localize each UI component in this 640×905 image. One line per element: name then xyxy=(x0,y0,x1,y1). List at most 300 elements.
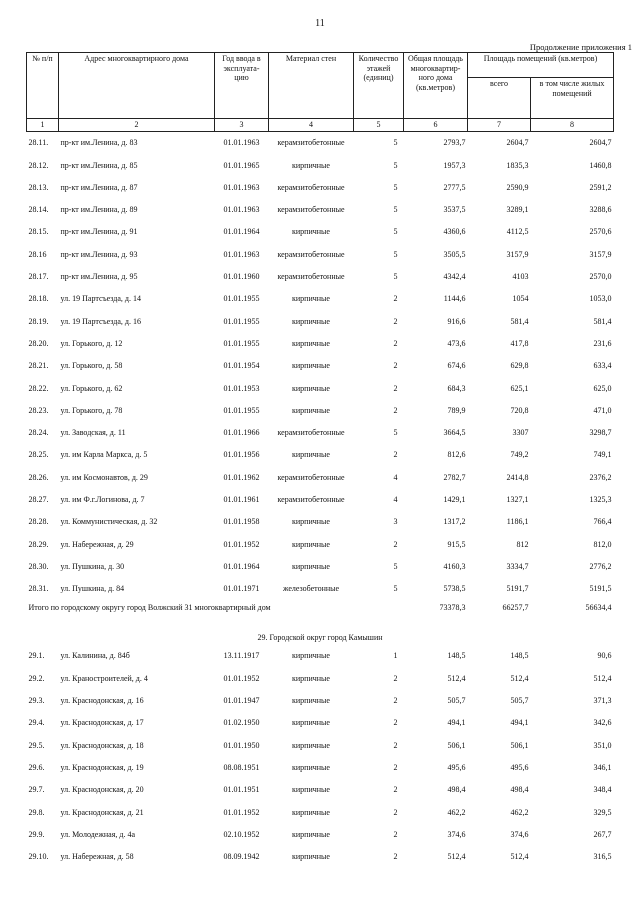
table-row xyxy=(27,689,614,711)
cell-area-all: 505,7 xyxy=(510,696,529,706)
cell-num: 29.6. xyxy=(28,762,45,772)
header-all: всего xyxy=(468,78,531,119)
continuation-note: Продолжение приложения 1 xyxy=(529,42,632,52)
cell-num: 28.11. xyxy=(28,138,49,148)
cell-floors: 2 xyxy=(393,316,398,326)
cell-material: кирпичные xyxy=(292,539,330,549)
cell-num: 28.26. xyxy=(28,472,49,482)
cell-floors: 5 xyxy=(393,227,398,237)
cell-address: ул. Пушкина, д. 84 xyxy=(60,584,125,594)
cell-area-living: 267,7 xyxy=(593,829,612,839)
cell-year: 08.08.1951 xyxy=(223,762,260,772)
cell-floors: 2 xyxy=(393,450,398,460)
cell-address: пр-кт им.Ленина, д. 93 xyxy=(60,249,138,259)
cell-area-living: 371,3 xyxy=(593,696,612,706)
cell-num: 28.18. xyxy=(28,294,49,304)
cell-address: пр-кт им.Ленина, д. 83 xyxy=(60,138,138,148)
cell-material: керамзитобетонные xyxy=(277,494,345,504)
table-row xyxy=(27,555,614,577)
cell-area-living: 1325,3 xyxy=(589,494,612,504)
cell-area-living: 3298,7 xyxy=(589,428,612,438)
table-row xyxy=(27,288,614,310)
cell-area-all: 1186,1 xyxy=(506,517,529,527)
table-row xyxy=(27,176,614,198)
cell-floors: 1 xyxy=(393,651,398,661)
cell-material: кирпичные xyxy=(292,807,330,817)
cell-area-all: 494,1 xyxy=(510,718,529,728)
table-row xyxy=(27,131,614,154)
cell-num: 28.27. xyxy=(28,494,49,504)
cell-year: 01.01.1963 xyxy=(223,138,260,148)
cell-num: 29.1. xyxy=(28,651,45,661)
cell-year: 01.01.1955 xyxy=(223,294,260,304)
cell-address: ул. 19 Партсъезда, д. 16 xyxy=(60,316,141,326)
cell-floors: 5 xyxy=(393,138,398,148)
table-row xyxy=(27,399,614,421)
cell-area-all: 581,4 xyxy=(510,316,529,326)
cell-material: керамзитобетонные xyxy=(277,272,345,282)
cell-floors: 5 xyxy=(393,428,398,438)
housing-table xyxy=(26,52,614,868)
cell-area-all: 812 xyxy=(516,539,529,549)
cell-address: ул. Горького, д. 58 xyxy=(60,361,123,371)
cell-year: 01.01.1947 xyxy=(223,696,260,706)
cell-floors: 5 xyxy=(393,182,398,192)
cell-floors: 2 xyxy=(393,807,398,817)
table-row xyxy=(27,421,614,443)
cell-year: 01.01.1955 xyxy=(223,316,260,326)
cell-total-area: 4342,4 xyxy=(443,272,466,282)
cell-area-all: 3334,7 xyxy=(506,561,529,571)
cell-total-area: 5738,5 xyxy=(443,584,466,594)
cell-floors: 5 xyxy=(393,561,398,571)
header-year: Год ввода в эксплуата-цию xyxy=(215,53,269,119)
cell-address: пр-кт им.Ленина, д. 95 xyxy=(60,272,138,282)
column-number: 8 xyxy=(531,119,614,132)
cell-floors: 2 xyxy=(393,405,398,415)
table-row xyxy=(27,578,614,600)
cell-total-area: 495,6 xyxy=(447,762,466,772)
cell-area-all: 3307 xyxy=(512,428,529,438)
cell-total-area: 916,6 xyxy=(447,316,466,326)
column-number: 4 xyxy=(269,119,354,132)
cell-year: 01.02.1950 xyxy=(223,718,260,728)
cell-floors: 5 xyxy=(393,584,398,594)
cell-material: кирпичные xyxy=(292,561,330,571)
cell-material: кирпичные xyxy=(292,696,330,706)
total-label: Итого по городскому округу город Волжский 31 многоквартирный дом xyxy=(28,602,271,612)
cell-address: ул. Горького, д. 12 xyxy=(60,338,123,348)
table-row xyxy=(27,511,614,533)
cell-year: 01.01.1966 xyxy=(223,428,260,438)
cell-num: 28.15. xyxy=(28,227,49,237)
cell-area-all: 4103 xyxy=(512,272,529,282)
cell-area-all: 625,1 xyxy=(510,383,529,393)
cell-year: 01.01.1963 xyxy=(223,249,260,259)
cell-total-area: 2782,7 xyxy=(443,472,466,482)
cell-area-living: 3288,6 xyxy=(589,205,612,215)
cell-num: 28.31. xyxy=(28,584,49,594)
cell-material: кирпичные xyxy=(292,740,330,750)
header-floors: Количество этажей (единиц) xyxy=(354,53,404,119)
cell-area-living: 90,6 xyxy=(597,651,612,661)
table-row xyxy=(27,801,614,823)
cell-address: ул. Краснодонская, д. 17 xyxy=(60,718,144,728)
cell-num: 28.25. xyxy=(28,450,49,460)
cell-area-all: 512,4 xyxy=(510,852,529,862)
cell-address: ул. Краснодонская, д. 16 xyxy=(60,696,144,706)
cell-material: кирпичные xyxy=(292,651,330,661)
cell-address: ул. им Космонавтов, д. 29 xyxy=(60,472,148,482)
cell-floors: 2 xyxy=(393,673,398,683)
cell-total-area: 4160,3 xyxy=(443,561,466,571)
cell-area-living: 348,4 xyxy=(593,785,612,795)
cell-floors: 2 xyxy=(393,696,398,706)
cell-year: 01.01.1971 xyxy=(223,584,260,594)
cell-year: 01.01.1955 xyxy=(223,405,260,415)
table-row xyxy=(27,712,614,734)
column-number: 5 xyxy=(354,119,404,132)
cell-year: 01.01.1952 xyxy=(223,673,260,683)
cell-year: 01.01.1958 xyxy=(223,517,260,527)
cell-floors: 2 xyxy=(393,383,398,393)
cell-area-living: 3157,9 xyxy=(589,249,612,259)
cell-area-all: 148,5 xyxy=(510,651,529,661)
cell-total-area: 4360,6 xyxy=(443,227,466,237)
header-num: № п/п xyxy=(27,53,59,119)
cell-area-all: 4112,5 xyxy=(506,227,529,237)
cell-floors: 4 xyxy=(393,494,398,504)
cell-num: 28.21. xyxy=(28,361,49,371)
cell-num: 28.30. xyxy=(28,561,49,571)
table-row xyxy=(27,533,614,555)
cell-floors: 2 xyxy=(393,829,398,839)
cell-floors: 5 xyxy=(393,205,398,215)
cell-area-living: 342,6 xyxy=(593,718,612,728)
cell-floors: 2 xyxy=(393,852,398,862)
cell-material: кирпичные xyxy=(292,160,330,170)
table-row xyxy=(27,846,614,868)
cell-num: 28.29. xyxy=(28,539,49,549)
cell-address: пр-кт им.Ленина, д. 91 xyxy=(60,227,138,237)
cell-num: 28.19. xyxy=(28,316,49,326)
cell-floors: 4 xyxy=(393,472,398,482)
cell-material: кирпичные xyxy=(292,227,330,237)
cell-address: ул. Молодежная, д. 4а xyxy=(60,829,135,839)
cell-total-area: 3537,5 xyxy=(443,205,466,215)
cell-area-living: 1460,8 xyxy=(589,160,612,170)
cell-area-all: 1054 xyxy=(512,294,529,304)
cell-total-area: 498,4 xyxy=(447,785,466,795)
cell-year: 01.01.1965 xyxy=(223,160,260,170)
cell-year: 01.01.1961 xyxy=(223,494,260,504)
cell-area-living: 581,4 xyxy=(593,316,612,326)
cell-year: 02.10.1952 xyxy=(223,829,260,839)
cell-num: 28.13. xyxy=(28,182,49,192)
cell-area-living: 2604,7 xyxy=(589,138,612,148)
cell-year: 01.01.1951 xyxy=(223,785,260,795)
cell-year: 01.01.1954 xyxy=(223,361,260,371)
cell-year: 01.01.1963 xyxy=(223,182,260,192)
cell-num: 28.23. xyxy=(28,405,49,415)
cell-material: керамзитобетонные xyxy=(277,472,345,482)
cell-num: 28.16 xyxy=(28,249,47,259)
cell-area-all: 3289,1 xyxy=(506,205,529,215)
cell-address: ул. Набережная, д. 29 xyxy=(60,539,134,549)
cell-address: ул. Набережная, д. 58 xyxy=(60,852,134,862)
cell-material: кирпичные xyxy=(292,450,330,460)
cell-address: ул. Горького, д. 78 xyxy=(60,405,123,415)
cell-num: 29.7. xyxy=(28,785,45,795)
cell-material: кирпичные xyxy=(292,338,330,348)
cell-material: кирпичные xyxy=(292,762,330,772)
page-number: 11 xyxy=(315,18,325,29)
cell-floors: 2 xyxy=(393,539,398,549)
table-row xyxy=(27,444,614,466)
cell-area-all: 506,1 xyxy=(510,740,529,750)
cell-area-living: 316,5 xyxy=(593,852,612,862)
cell-year: 01.01.1955 xyxy=(223,338,260,348)
cell-num: 29.2. xyxy=(28,673,45,683)
header-total-area: Общая площадь многоквартир-ного дома (кв.метров) xyxy=(404,53,468,119)
cell-area-all: 512,4 xyxy=(510,673,529,683)
cell-num: 29.5. xyxy=(28,740,45,750)
cell-total-area: 684,3 xyxy=(447,383,466,393)
cell-year: 08.09.1942 xyxy=(223,852,260,862)
cell-num: 29.10. xyxy=(28,852,49,862)
cell-material: кирпичные xyxy=(292,718,330,728)
cell-area-all: 417,8 xyxy=(510,338,529,348)
cell-area-all: 498,4 xyxy=(510,785,529,795)
cell-area-all: 2414,8 xyxy=(506,472,529,482)
rows-volzhsky xyxy=(27,131,614,600)
cell-area-living: 512,4 xyxy=(593,673,612,683)
table-row xyxy=(27,221,614,243)
cell-material: кирпичные xyxy=(292,517,330,527)
cell-address: ул. Краснодонская, д. 19 xyxy=(60,762,144,772)
cell-area-all: 462,2 xyxy=(510,807,529,817)
cell-area-living: 766,4 xyxy=(593,517,612,527)
cell-year: 01.01.1950 xyxy=(223,740,260,750)
cell-address: ул. им Ф.г.Логинова, д. 7 xyxy=(60,494,145,504)
cell-address: пр-кт им.Ленина, д. 89 xyxy=(60,205,138,215)
table-row xyxy=(27,332,614,354)
section-title: 29. Городской округ город Камышин xyxy=(257,633,383,643)
cell-address: ул. Коммунистическая, д. 32 xyxy=(60,517,158,527)
cell-area-living: 346,1 xyxy=(593,762,612,772)
table-row xyxy=(27,756,614,778)
cell-area-living: 812,0 xyxy=(593,539,612,549)
cell-material: керамзитобетонные xyxy=(277,138,345,148)
cell-year: 01.01.1952 xyxy=(223,807,260,817)
cell-area-all: 495,6 xyxy=(510,762,529,772)
cell-floors: 2 xyxy=(393,361,398,371)
cell-area-living: 2570,6 xyxy=(589,227,612,237)
cell-address: ул. Краностроителей, д. 4 xyxy=(60,673,148,683)
cell-material: кирпичные xyxy=(292,829,330,839)
cell-total-area: 3664,5 xyxy=(443,428,466,438)
cell-area-all: 1835,3 xyxy=(506,160,529,170)
cell-area-all: 2590,9 xyxy=(506,182,529,192)
cell-area-living: 351,0 xyxy=(593,740,612,750)
cell-material: керамзитобетонные xyxy=(277,428,345,438)
cell-total-area: 462,2 xyxy=(447,807,466,817)
cell-address: пр-кт им.Ленина, д. 85 xyxy=(60,160,138,170)
cell-year: 01.01.1960 xyxy=(223,272,260,282)
cell-material: керамзитобетонные xyxy=(277,249,345,259)
table-row xyxy=(27,265,614,287)
cell-area-all: 1327,1 xyxy=(506,494,529,504)
cell-year: 01.01.1964 xyxy=(223,227,260,237)
cell-area-all: 374,6 xyxy=(510,829,529,839)
cell-floors: 5 xyxy=(393,249,398,259)
cell-num: 28.28. xyxy=(28,517,49,527)
column-number: 6 xyxy=(404,119,468,132)
cell-total-area: 473,6 xyxy=(447,338,466,348)
cell-material: кирпичные xyxy=(292,316,330,326)
cell-area-living: 471,0 xyxy=(593,405,612,415)
cell-num: 29.4. xyxy=(28,718,45,728)
table-row xyxy=(27,823,614,845)
cell-floors: 3 xyxy=(393,517,398,527)
rows-kamyshin xyxy=(27,645,614,868)
cell-area-living: 2376,2 xyxy=(589,472,612,482)
column-number: 1 xyxy=(27,119,59,132)
cell-area-all: 720,8 xyxy=(510,405,529,415)
cell-area-living: 2591,2 xyxy=(589,182,612,192)
cell-area-all: 3157,9 xyxy=(506,249,529,259)
cell-total-area: 1317,2 xyxy=(443,517,466,527)
cell-total-area: 674,6 xyxy=(447,361,466,371)
table-row xyxy=(27,645,614,667)
cell-total-area: 148,5 xyxy=(447,651,466,661)
cell-total-area: 915,5 xyxy=(447,539,466,549)
cell-num: 28.12. xyxy=(28,160,49,170)
cell-total-area: 2777,5 xyxy=(443,182,466,192)
cell-year: 01.01.1963 xyxy=(223,205,260,215)
cell-material: кирпичные xyxy=(292,673,330,683)
cell-address: ул. Краснодонская, д. 20 xyxy=(60,785,144,795)
cell-area-all: 749,2 xyxy=(510,450,529,460)
cell-address: пр-кт им.Ленина, д. 87 xyxy=(60,182,138,192)
cell-address: ул. 19 Партсъезда, д. 14 xyxy=(60,294,141,304)
cell-area-living: 749,1 xyxy=(593,450,612,460)
cell-area-all: 2604,7 xyxy=(506,138,529,148)
cell-total-area: 506,1 xyxy=(447,740,466,750)
cell-material: кирпичные xyxy=(292,294,330,304)
cell-area-living: 2776,2 xyxy=(589,561,612,571)
cell-area-living: 625,0 xyxy=(593,383,612,393)
cell-num: 28.24. xyxy=(28,428,49,438)
table-row xyxy=(27,779,614,801)
cell-floors: 5 xyxy=(393,160,398,170)
cell-address: ул. Пушкина, д. 30 xyxy=(60,561,125,571)
cell-year: 01.01.1962 xyxy=(223,472,260,482)
cell-material: кирпичные xyxy=(292,361,330,371)
cell-address: ул. им Карла Маркса, д. 5 xyxy=(60,450,148,460)
cell-address: ул. Калинина, д. 84б xyxy=(60,651,130,661)
total-area-value: 73378,3 xyxy=(439,602,466,612)
cell-area-living: 2570,0 xyxy=(589,272,612,282)
cell-total-area: 512,4 xyxy=(447,673,466,683)
header-rooms-area: Площадь помещений (кв.метров) xyxy=(468,53,614,78)
column-number: 2 xyxy=(59,119,215,132)
cell-material: керамзитобетонные xyxy=(277,182,345,192)
cell-total-area: 512,4 xyxy=(447,852,466,862)
table-row xyxy=(27,377,614,399)
cell-num: 28.17. xyxy=(28,272,49,282)
cell-total-area: 1144,6 xyxy=(443,294,466,304)
cell-year: 01.01.1964 xyxy=(223,561,260,571)
cell-area-living: 633,4 xyxy=(593,361,612,371)
column-numbers-row xyxy=(27,119,614,132)
cell-material: керамзитобетонные xyxy=(277,205,345,215)
column-number: 7 xyxy=(468,119,531,132)
cell-area-all: 5191,7 xyxy=(506,584,529,594)
column-number: 3 xyxy=(215,119,269,132)
cell-year: 01.01.1956 xyxy=(223,450,260,460)
cell-floors: 5 xyxy=(393,272,398,282)
total-living-value: 56634,4 xyxy=(585,602,612,612)
cell-num: 29.8. xyxy=(28,807,45,817)
cell-total-area: 1429,1 xyxy=(443,494,466,504)
table-row xyxy=(27,355,614,377)
cell-year: 01.01.1952 xyxy=(223,539,260,549)
cell-total-area: 789,9 xyxy=(447,405,466,415)
total-row xyxy=(27,600,614,631)
cell-total-area: 3505,5 xyxy=(443,249,466,259)
cell-address: ул. Краснодонская, д. 21 xyxy=(60,807,144,817)
table-row xyxy=(27,466,614,488)
header-material: Материал стен xyxy=(269,53,354,119)
cell-material: железобетонные xyxy=(282,584,340,594)
cell-address: ул. Горького, д. 62 xyxy=(60,383,123,393)
cell-num: 29.9. xyxy=(28,829,45,839)
cell-floors: 2 xyxy=(393,294,398,304)
cell-address: ул. Заводская, д. 11 xyxy=(60,428,126,438)
cell-floors: 2 xyxy=(393,338,398,348)
cell-total-area: 1957,3 xyxy=(443,160,466,170)
cell-area-living: 231,6 xyxy=(593,338,612,348)
cell-total-area: 505,7 xyxy=(447,696,466,706)
cell-total-area: 494,1 xyxy=(447,718,466,728)
cell-material: кирпичные xyxy=(292,405,330,415)
cell-floors: 2 xyxy=(393,762,398,772)
table-row xyxy=(27,734,614,756)
table-row xyxy=(27,154,614,176)
header-living: в том числе жилых помещений xyxy=(531,78,614,119)
table-row xyxy=(27,488,614,510)
cell-num: 28.20. xyxy=(28,338,49,348)
cell-material: кирпичные xyxy=(292,852,330,862)
cell-floors: 2 xyxy=(393,718,398,728)
cell-area-living: 5191,5 xyxy=(589,584,612,594)
cell-address: ул. Краснодонская, д. 18 xyxy=(60,740,144,750)
table-row xyxy=(27,667,614,689)
cell-total-area: 812,6 xyxy=(447,450,466,460)
cell-area-all: 629,8 xyxy=(510,361,529,371)
cell-total-area: 2793,7 xyxy=(443,138,466,148)
cell-area-living: 1053,0 xyxy=(589,294,612,304)
cell-area-living: 329,5 xyxy=(593,807,612,817)
cell-material: кирпичные xyxy=(292,383,330,393)
cell-floors: 2 xyxy=(393,785,398,795)
cell-num: 28.22. xyxy=(28,383,49,393)
header-address: Адрес многоквартирного дома xyxy=(59,53,215,119)
cell-num: 28.14. xyxy=(28,205,49,215)
cell-year: 01.01.1953 xyxy=(223,383,260,393)
table-row xyxy=(27,310,614,332)
